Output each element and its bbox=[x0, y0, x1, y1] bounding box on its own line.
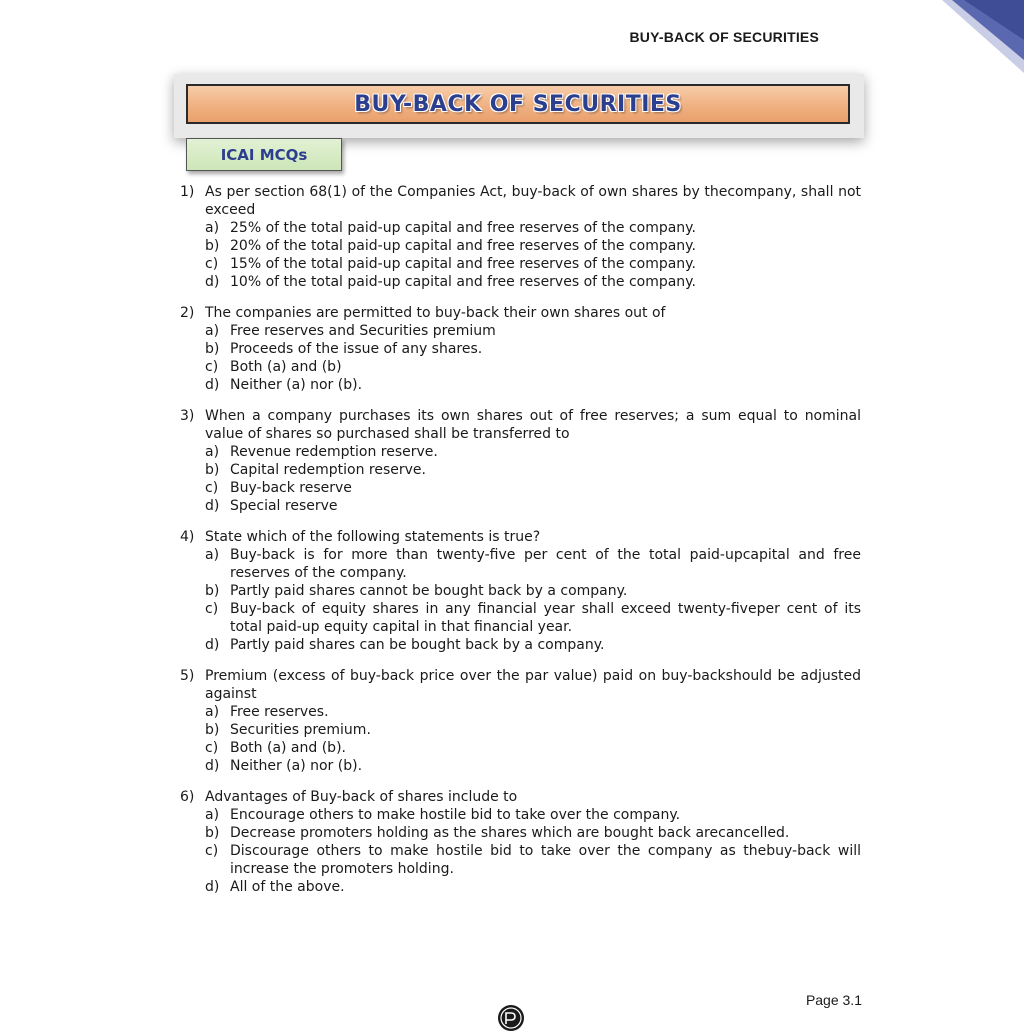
question-number: 1) bbox=[180, 184, 195, 200]
option-b bbox=[205, 824, 861, 842]
option-text: Partly paid shares can be bought back by a company. bbox=[230, 637, 605, 653]
question-number: 6) bbox=[180, 789, 195, 805]
option-letter: d) bbox=[205, 377, 220, 393]
option-text: Both (a) and (b). bbox=[230, 740, 346, 756]
option-b bbox=[205, 340, 861, 358]
option-text: Encourage others to make hostile bid to take over the company. bbox=[230, 807, 681, 823]
option-letter: d) bbox=[205, 498, 220, 514]
option-d bbox=[205, 878, 861, 896]
option-letter: a) bbox=[205, 323, 220, 339]
option-letter: c) bbox=[205, 480, 219, 496]
option-text: Neither (a) nor (b). bbox=[230, 377, 363, 393]
question-number: 3) bbox=[180, 408, 195, 424]
option-text: Partly paid shares cannot be bought back by a company. bbox=[230, 583, 628, 599]
option-letter: a) bbox=[205, 220, 220, 236]
question-3 bbox=[180, 407, 861, 515]
option-text: Both (a) and (b) bbox=[230, 359, 342, 375]
option-letter: c) bbox=[205, 601, 219, 617]
option-c bbox=[205, 358, 861, 376]
option-letter: b) bbox=[205, 341, 220, 357]
option-letter: b) bbox=[205, 825, 220, 841]
option-text: 20% of the total paid-up capital and free reserves of the company. bbox=[230, 238, 696, 254]
option-d bbox=[205, 757, 861, 775]
option-d bbox=[205, 636, 861, 654]
option-letter: a) bbox=[205, 704, 220, 720]
option-b bbox=[205, 461, 861, 479]
option-letter: b) bbox=[205, 238, 220, 254]
question-list bbox=[180, 183, 861, 909]
option-b bbox=[205, 582, 861, 600]
question-5 bbox=[180, 667, 861, 775]
option-text: Buy-back is for more than twenty-five per cent of the total paid-upcapital and free reserves of the company. bbox=[230, 547, 861, 581]
option-text: Discourage others to make hostile bid to take over the company as thebuy-back will increase the promoters holding. bbox=[230, 843, 861, 877]
question-4 bbox=[180, 528, 861, 654]
option-text: Free reserves. bbox=[230, 704, 329, 720]
option-text: All of the above. bbox=[230, 879, 345, 895]
option-letter: d) bbox=[205, 274, 220, 290]
option-d bbox=[205, 497, 861, 515]
option-text: Special reserve bbox=[230, 498, 338, 514]
question-text: As per section 68(1) of the Companies Act, buy-back of own shares by thecompany, shall not exceed bbox=[205, 184, 861, 218]
option-text: Decrease promoters holding as the shares which are bought back arecancelled. bbox=[230, 825, 790, 841]
option-letter: d) bbox=[205, 879, 220, 895]
option-letter: b) bbox=[205, 722, 220, 738]
option-c bbox=[205, 479, 861, 497]
option-a bbox=[205, 703, 861, 721]
option-text: Buy-back reserve bbox=[230, 480, 352, 496]
option-c bbox=[205, 842, 861, 878]
option-text: Proceeds of the issue of any shares. bbox=[230, 341, 483, 357]
option-c bbox=[205, 255, 861, 273]
option-a bbox=[205, 546, 861, 582]
question-2 bbox=[180, 304, 861, 394]
question-1 bbox=[180, 183, 861, 291]
option-b bbox=[205, 721, 861, 739]
option-a bbox=[205, 219, 861, 237]
option-letter: c) bbox=[205, 359, 219, 375]
option-letter: d) bbox=[205, 758, 220, 774]
option-letter: c) bbox=[205, 740, 219, 756]
option-text: Neither (a) nor (b). bbox=[230, 758, 363, 774]
option-b bbox=[205, 237, 861, 255]
option-text: Free reserves and Securities premium bbox=[230, 323, 496, 339]
question-text: State which of the following statements is true? bbox=[205, 529, 541, 545]
option-letter: d) bbox=[205, 637, 220, 653]
option-text: Revenue redemption reserve. bbox=[230, 444, 438, 460]
page-number: Page 3.1 bbox=[805, 992, 862, 1008]
option-text: Securities premium. bbox=[230, 722, 371, 738]
option-letter: a) bbox=[205, 444, 220, 460]
option-letter: c) bbox=[205, 843, 219, 859]
option-c bbox=[205, 600, 861, 636]
question-text: The companies are permitted to buy-back their own shares out of bbox=[205, 305, 666, 321]
option-letter: b) bbox=[205, 462, 220, 478]
running-header: BUY-BACK OF SECURITIES bbox=[629, 29, 819, 45]
question-text: Premium (excess of buy-back price over the par value) paid on buy-backshould be adjusted against bbox=[205, 668, 861, 702]
question-number: 4) bbox=[180, 529, 195, 545]
option-a bbox=[205, 322, 861, 340]
page-corner-decoration bbox=[824, 0, 1024, 80]
section-badge bbox=[186, 138, 342, 171]
page-title: BUY-BACK OF SECURITIES bbox=[354, 91, 682, 117]
question-number: 2) bbox=[180, 305, 195, 321]
question-text: When a company purchases its own shares out of free reserves; a sum equal to nominal value of shares so purchased shall be transferred to bbox=[205, 408, 861, 442]
option-text: 15% of the total paid-up capital and free reserves of the company. bbox=[230, 256, 696, 272]
option-a bbox=[205, 806, 861, 824]
publisher-logo-icon bbox=[497, 1004, 525, 1032]
option-letter: c) bbox=[205, 256, 219, 272]
option-text: Capital redemption reserve. bbox=[230, 462, 426, 478]
option-text: 25% of the total paid-up capital and free reserves of the company. bbox=[230, 220, 696, 236]
question-number: 5) bbox=[180, 668, 195, 684]
option-letter: b) bbox=[205, 583, 220, 599]
option-text: Buy-back of equity shares in any financial year shall exceed twenty-fiveper cent of its total paid-up equity capital in that financial year. bbox=[230, 601, 861, 635]
option-c bbox=[205, 739, 861, 757]
section-label: ICAI MCQs bbox=[220, 145, 308, 164]
question-text: Advantages of Buy-back of shares include to bbox=[205, 789, 518, 805]
option-letter: a) bbox=[205, 547, 220, 563]
question-6 bbox=[180, 788, 861, 896]
option-a bbox=[205, 443, 861, 461]
option-text: 10% of the total paid-up capital and free reserves of the company. bbox=[230, 274, 696, 290]
option-letter: a) bbox=[205, 807, 220, 823]
title-box bbox=[186, 84, 850, 124]
title-banner bbox=[174, 74, 864, 138]
option-d bbox=[205, 273, 861, 291]
option-d bbox=[205, 376, 861, 394]
